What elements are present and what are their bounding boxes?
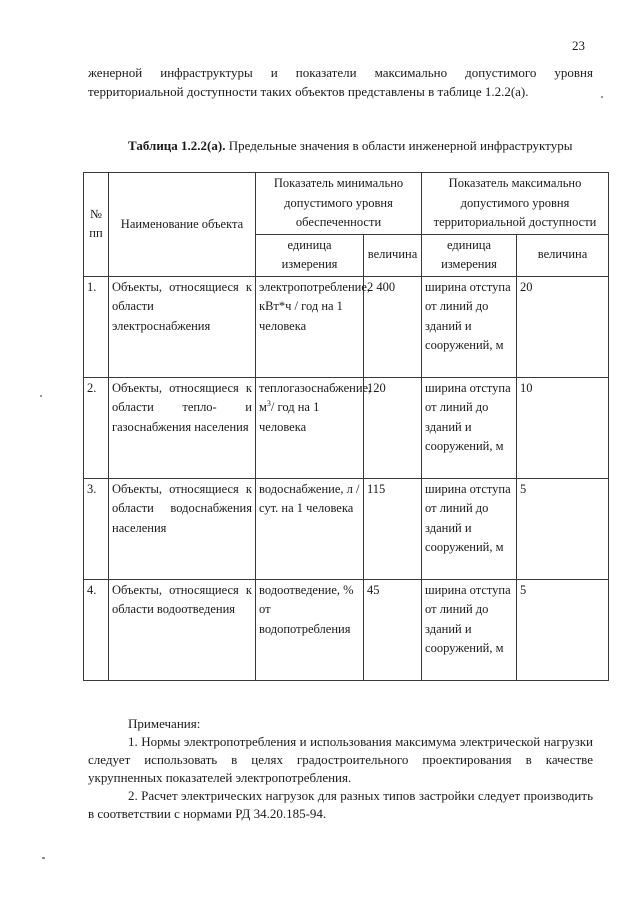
note-item: 2. Расчет электрических нагрузок для разных типов застройки следует производить в соответствии с нормами РД 34.20.185-94. [88, 788, 593, 821]
row-name: Объекты, относящиеся к области водоотведения [109, 579, 256, 680]
row-value-max: 20 [517, 276, 609, 377]
header-name: Наименование объекта [109, 173, 256, 277]
header-num: № пп [84, 173, 109, 277]
row-name: Объекты, относящиеся к области электроснабжения [109, 276, 256, 377]
row-num: 3. [84, 478, 109, 579]
row-num: 4. [84, 579, 109, 680]
row-unit-max: ширина отступа от линий до зданий и сооружений, м [422, 579, 517, 680]
row-unit-min: теплогазоснабжение, $м^3/$ год на 1 человека [256, 377, 364, 478]
row-value-max: 10 [517, 377, 609, 478]
row-value-min: 120 [364, 377, 422, 478]
table-row [84, 478, 609, 579]
row-num: 2. [84, 377, 109, 478]
row-unit-max: ширина отступа от линий до зданий и сооружений, м [422, 276, 517, 377]
row-value-max: 5 [517, 478, 609, 579]
table-caption-text: Предельные значения в области инженерной инфраструктуры [228, 138, 573, 153]
table-caption-label: Таблица 1.2.2(а). [128, 138, 226, 153]
row-unit-min: водоотведение, % от водопотребления [256, 579, 364, 680]
notes-title: Примечания: [128, 716, 201, 731]
scan-speck [601, 96, 603, 98]
header-min-indicator: Показатель минимально допустимого уровня обеспеченности [256, 173, 422, 235]
header-unit-max: единица измерения [422, 234, 517, 276]
header-value-min: величина [364, 234, 422, 276]
table-row [84, 579, 609, 680]
row-unit-min: водоснабжение, л / сут. на 1 человека [256, 478, 364, 579]
row-num: 1. [84, 276, 109, 377]
notes-section [88, 715, 593, 823]
header-value-max: величина [517, 234, 609, 276]
page-number: 23 [572, 38, 585, 53]
note-item: 1. Нормы электропотребления и использования максимума электрической нагрузки следует использовать в целях градостроительного проектирования в качестве укрупненных показателей электропотребления. [88, 734, 593, 785]
header-unit-min: единица измерения [256, 234, 364, 276]
row-unit-max: ширина отступа от линий до зданий и сооружений, м [422, 478, 517, 579]
row-value-max: 5 [517, 579, 609, 680]
row-value-min: 115 [364, 478, 422, 579]
table-row [84, 377, 609, 478]
row-value-min: 45 [364, 579, 422, 680]
intro-paragraph: женерной инфраструктуры и показатели максимально допустимого уровня территориальной доступности таких объектов представлены в таблице 1.2.2(а). [88, 65, 593, 99]
row-value-min: 2 400 [364, 276, 422, 377]
infrastructure-limits-table [83, 172, 609, 681]
header-max-indicator: Показатель максимально допустимого уровня территориальной доступности [422, 173, 609, 235]
row-unit-min: электропотребление, кВт*ч / год на 1 человека [256, 276, 364, 377]
row-name: Объекты, относящиеся к области тепло- и газоснабжения населения [109, 377, 256, 478]
table-row [84, 276, 609, 377]
table-caption [88, 137, 593, 155]
scan-speck [42, 857, 45, 859]
row-unit-max: ширина отступа от линий до зданий и сооружений, м [422, 377, 517, 478]
scan-speck [40, 395, 42, 397]
row-name: Объекты, относящиеся к области водоснабжения населения [109, 478, 256, 579]
